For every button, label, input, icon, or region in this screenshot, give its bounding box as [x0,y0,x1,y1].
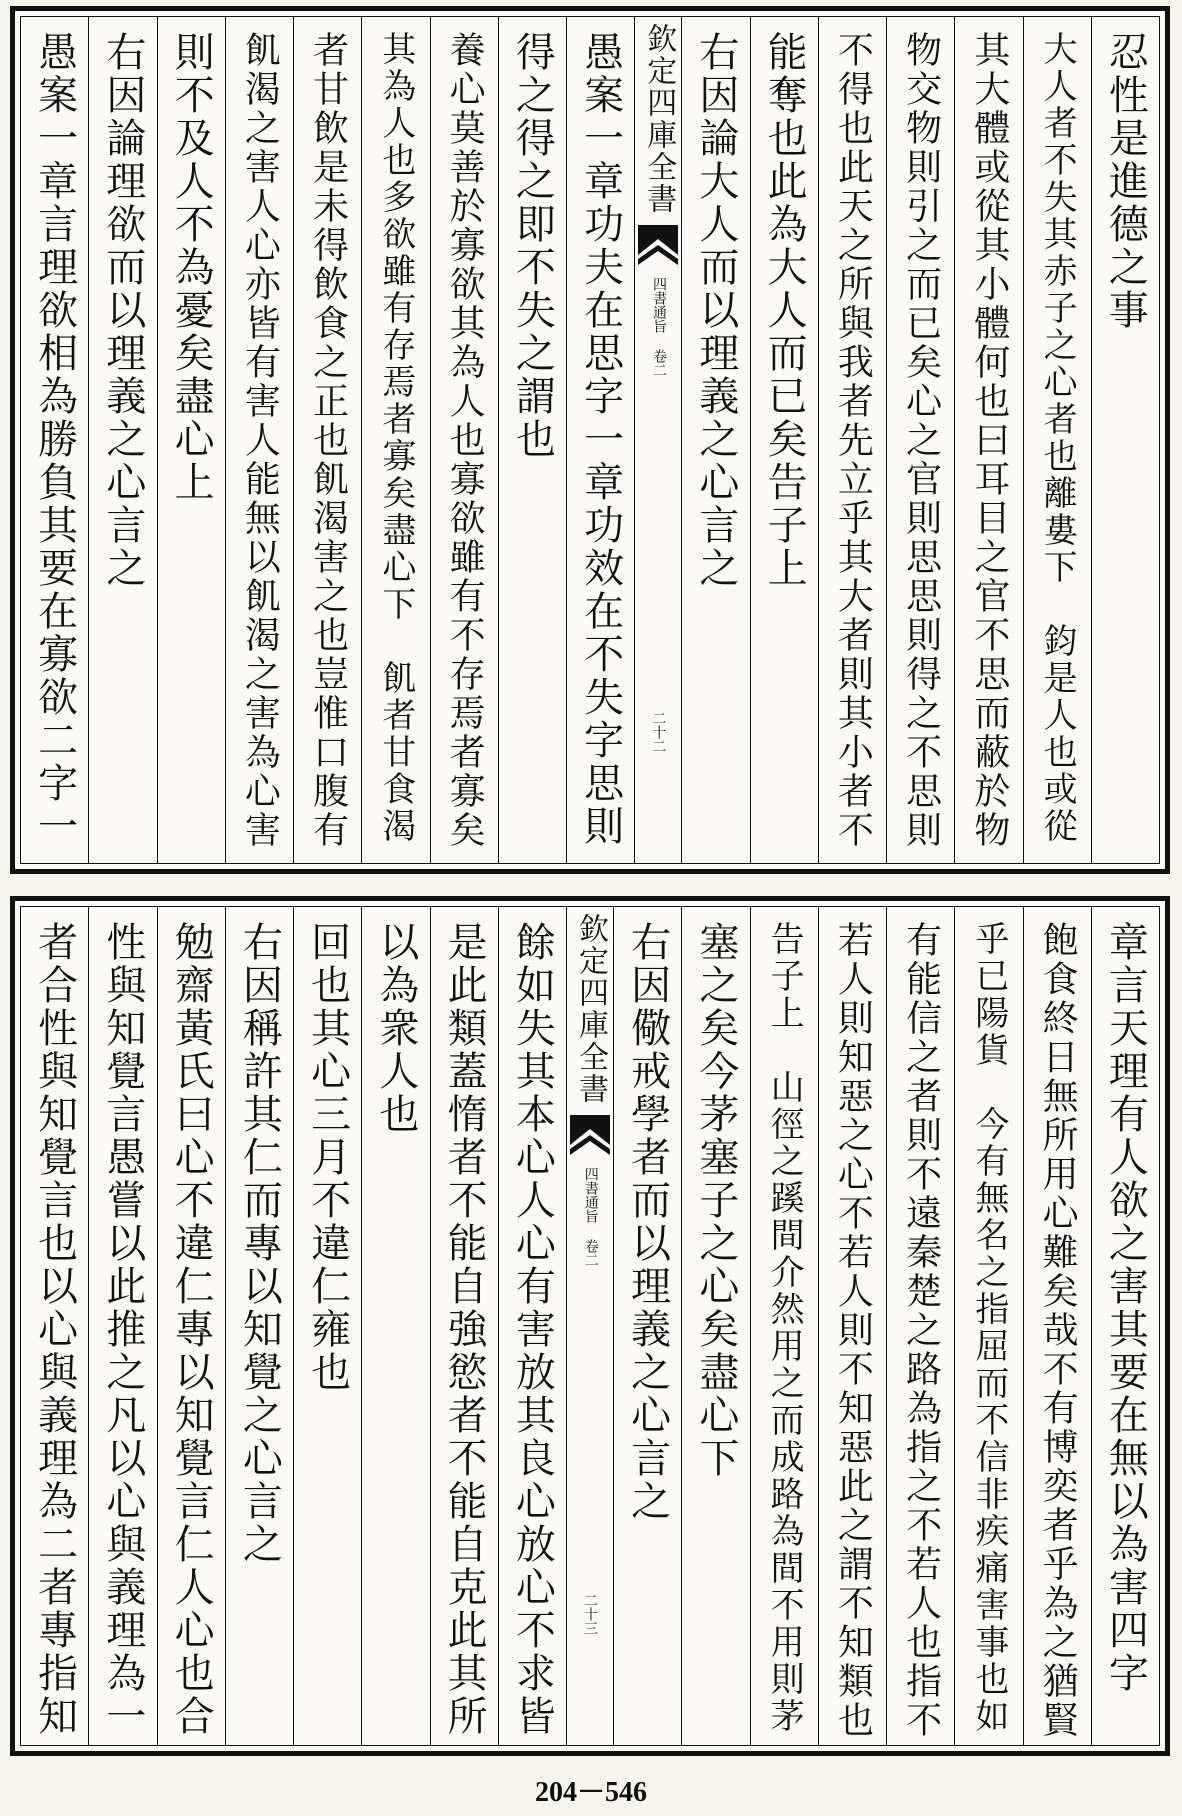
volume-label: 四書通旨 卷二 [650,277,667,377]
column-text: 回也其心三月不違仁雍也 [304,921,351,1394]
text-column [750,17,818,863]
text-column [293,17,361,863]
column-text: 其大體或從其小體何也曰耳目之官不思而蔽於物 [968,31,1010,850]
book-title: 欽定四庫全書 [573,913,608,1105]
text-column [954,17,1022,863]
text-column [361,907,429,1745]
column-text: 右因儆戒學者而以理義之心言之 [624,921,671,1523]
text-column [157,17,225,863]
text-column [886,907,954,1745]
fish-tail-mark-icon [638,225,678,269]
leaf-number: 二十二 [650,711,667,753]
column-text: 不得也此天之所與我者先立乎其大者則其小者不 [832,31,874,850]
text-column [818,17,886,863]
top-page [10,6,1170,874]
text-column [88,907,156,1745]
text-column [1023,907,1091,1745]
text-column [750,907,818,1745]
volume-label: 四書通旨 卷二 [582,1167,599,1267]
page-number-footer: 204－546 [534,1777,647,1808]
column-text: 右因論理欲而以理義之心言之 [99,31,146,590]
column-text: 得之得之即不失之謂也 [509,31,556,461]
column-text: 若人則知惡之心不若人則不知惡此之謂不知類也 [832,921,874,1740]
text-column [954,907,1022,1745]
text-column [818,907,886,1745]
text-column [293,907,361,1745]
column-text: 飢渴之害人心亦皆有害人能無以飢渴之害為心害 [239,31,281,850]
column-text: 物交物則引之而已矣心之官則思思則得之不思則 [900,31,942,850]
column-text: 愚案一章功夫在思字一章功效在不失字思則 [577,31,624,848]
text-column [1091,907,1159,1745]
text-column [225,907,293,1745]
text-column [681,907,749,1745]
text-column [886,17,954,863]
text-column [498,17,566,863]
column-text: 飽食終日無所用心難矣哉不有博奕者乎為之猶賢 [1037,921,1079,1740]
text-column [21,17,88,863]
text-column [225,17,293,863]
text-column [157,907,225,1745]
column-text: 塞之矣今茅塞子之心矣盡心下 [692,921,739,1480]
text-column [430,17,498,863]
text-column [681,17,749,863]
column-text: 乎已陽貨 今有無名之指屈而不信非疾痛害事也如 [968,921,1009,1735]
text-column [1091,17,1159,863]
text-column [430,907,498,1745]
text-column [21,907,88,1745]
column-text: 是此類蓋惰者不能自強慾者不能自克此其所 [441,921,488,1738]
fish-tail-mark-icon [570,1115,610,1159]
text-column [566,17,634,863]
column-text: 性與知覺言愚嘗以此推之凡以心與義理為一 [99,921,146,1738]
column-text: 養心莫善於寡欲其為人也寡欲雖有不存焉者寡矣 [444,31,486,850]
column-text: 勉齋黃氏曰心不違仁專以知覺言仁人心也合 [168,921,215,1738]
text-column [613,907,681,1745]
column-text: 大人者不失其赤子之心者也離婁下 鈞是人也或從 [1037,31,1078,845]
bottom-page [10,896,1170,1756]
column-text: 右因論大人而以理義之心言之 [692,31,739,590]
center-fold-margin [566,907,613,1745]
text-column [498,907,566,1745]
book-title: 欽定四庫全書 [641,23,677,215]
text-column [361,17,429,863]
bottom-page-columns [20,906,1160,1746]
column-text: 章言天理有人欲之害其要在無以為害四字 [1102,921,1149,1695]
column-text: 忍性是進德之事 [1102,31,1149,332]
leaf-number: 二十三 [582,1593,598,1635]
center-fold-margin [634,17,681,863]
column-text: 則不及人不為憂矣盡心上 [168,31,215,504]
column-text: 愚案一章言理欲相為勝負其要在寡欲二字一 [31,31,78,848]
column-text: 以為衆人也 [372,921,419,1136]
text-column [1023,17,1091,863]
column-text: 其為人也多欲雖有存焉者寡矣盡心下 飢者甘食渴 [375,31,416,845]
column-text: 者合性與知覺言也以心與義理為二者專指知 [31,921,78,1738]
column-text: 有能信之者則不遠秦楚之路為指之不若人也指不 [900,921,942,1740]
column-text: 能奪也此為大人而已矣告子上 [761,31,808,590]
text-column [88,17,156,863]
top-page-columns [20,16,1160,864]
column-text: 右因稱許其仁而專以知覺之心言之 [236,921,283,1566]
column-text: 者甘飲是未得飲食之正也飢渴害之也豈惟口腹有 [307,31,349,850]
column-text: 餘如失其本心人心有害放其良心放心不求皆 [509,921,556,1738]
column-text: 告子上 山徑之蹊間介然用之而成路為間不用則茅 [764,921,805,1735]
